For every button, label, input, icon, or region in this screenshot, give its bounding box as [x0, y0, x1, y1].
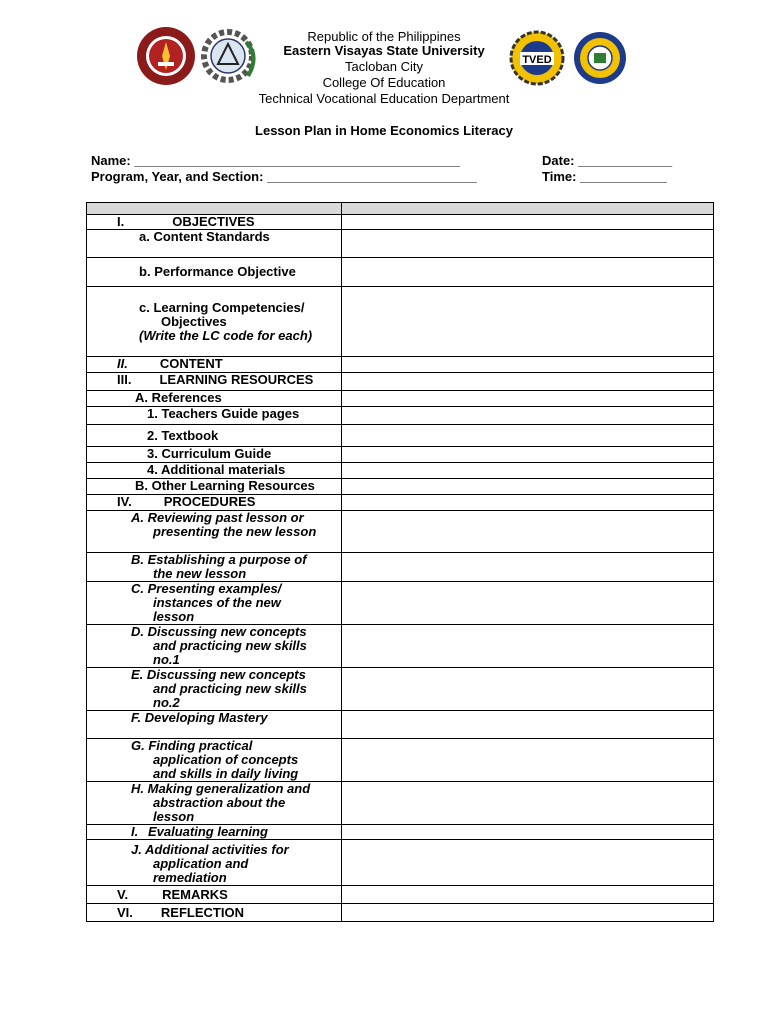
section-reflection: REFLECTION	[160, 904, 244, 920]
section-number: VI.	[117, 904, 133, 920]
procedure-line: and practicing new skills	[153, 681, 307, 696]
item-letter: D.	[131, 624, 144, 639]
section-objectives: OBJECTIVES	[172, 214, 255, 229]
procedure-line: application of concepts	[153, 752, 299, 767]
item-letter: B.	[135, 478, 148, 493]
procedure-line: application and	[153, 856, 249, 871]
table-row	[87, 287, 714, 357]
procedure-line: Making generalization and	[147, 781, 311, 796]
date-field	[542, 153, 672, 168]
table-row	[87, 447, 714, 463]
answer-cell[interactable]	[342, 582, 714, 625]
table-row	[87, 357, 714, 373]
item-letter: C.	[131, 581, 144, 596]
table-row	[87, 258, 714, 287]
curriculum-guide-label: Curriculum Guide	[161, 446, 272, 461]
college-seal-logo	[572, 31, 628, 85]
table-row	[87, 886, 714, 904]
answer-cell[interactable]	[342, 511, 714, 553]
time-label: Time:	[542, 169, 577, 184]
header-department: Technical Vocational Education Department	[258, 91, 510, 106]
answer-cell[interactable]	[342, 357, 714, 373]
section-number: V.	[117, 886, 129, 902]
item-letter: b.	[139, 264, 151, 279]
answer-cell[interactable]	[342, 553, 714, 582]
item-letter: A.	[135, 390, 148, 405]
answer-cell[interactable]	[342, 825, 714, 840]
program-blank[interactable]: _____________________________	[267, 169, 477, 184]
item-letter: A.	[131, 510, 144, 525]
procedure-line: lesson	[153, 609, 195, 624]
answer-cell[interactable]	[342, 407, 714, 425]
program-field	[91, 169, 477, 184]
table-row	[87, 840, 714, 886]
procedure-item	[131, 739, 339, 753]
table-row	[87, 582, 714, 625]
answer-cell[interactable]	[342, 739, 714, 782]
answer-cell[interactable]	[342, 782, 714, 825]
date-blank[interactable]: _____________	[578, 153, 673, 168]
item-number: 1.	[147, 406, 158, 421]
section-number: III.	[117, 372, 132, 387]
answer-cell[interactable]	[342, 668, 714, 711]
procedure-item	[131, 668, 339, 682]
answer-cell[interactable]	[342, 904, 714, 922]
content-standards-label: Content Standards	[153, 229, 270, 244]
item-number: 4.	[147, 462, 158, 477]
tved-logo	[508, 30, 566, 86]
performance-objective-label: Performance Objective	[154, 264, 296, 279]
procedure-line: and practicing new skills	[153, 638, 307, 653]
procedure-item	[131, 625, 339, 639]
procedure-item	[131, 825, 339, 839]
other-resources-label: Other Learning Resources	[151, 478, 315, 493]
procedure-line: Reviewing past lesson or	[147, 510, 304, 525]
answer-cell[interactable]	[342, 625, 714, 668]
section-learning-resources: LEARNING RESOURCES	[159, 372, 314, 387]
procedure-item	[131, 553, 339, 567]
section-procedures: PROCEDURES	[163, 494, 256, 509]
procedure-item	[131, 782, 339, 796]
procedure-line: Developing Mastery	[144, 710, 268, 725]
item-letter: H.	[131, 781, 144, 796]
table-row	[87, 625, 714, 668]
header-republic: Republic of the Philippines	[307, 29, 461, 44]
table-row	[87, 215, 714, 230]
date-label: Date:	[542, 153, 575, 168]
section-number: I.	[117, 214, 125, 229]
name-field	[91, 153, 460, 168]
procedure-line: Additional activities for	[144, 842, 289, 857]
table-row	[87, 479, 714, 495]
teachers-guide-label: Teachers Guide pages	[161, 406, 300, 421]
item-number: 2.	[147, 427, 158, 443]
textbook-label: Textbook	[161, 427, 219, 443]
answer-cell[interactable]	[342, 463, 714, 479]
section-remarks: REMARKS	[162, 886, 228, 902]
item-letter: F.	[131, 710, 142, 725]
answer-cell[interactable]	[342, 840, 714, 886]
item-letter: G.	[131, 738, 145, 753]
table-row	[87, 825, 714, 840]
procedure-line: and skills in daily living	[153, 766, 299, 781]
table-row	[87, 391, 714, 407]
answer-cell[interactable]	[342, 886, 714, 904]
table-row	[87, 463, 714, 479]
procedure-line: Presenting examples/	[147, 581, 282, 596]
procedure-line: Establishing a purpose of	[147, 552, 307, 567]
procedure-item	[131, 582, 339, 596]
document-title: Lesson Plan in Home Economics Literacy	[255, 123, 513, 138]
learning-competencies-note: (Write the LC code for each)	[139, 327, 313, 343]
answer-cell[interactable]	[342, 215, 714, 230]
procedure-item	[131, 843, 339, 857]
item-letter: I.	[131, 824, 139, 839]
additional-materials-label: Additional materials	[160, 462, 286, 477]
section-content: CONTENT	[159, 356, 223, 371]
table-row	[87, 511, 714, 553]
lesson-plan-table	[86, 202, 714, 922]
procedure-item	[131, 711, 339, 725]
name-blank[interactable]: _____________________________________________	[134, 153, 460, 168]
answer-cell[interactable]	[342, 495, 714, 511]
answer-cell[interactable]	[342, 373, 714, 391]
header-college: College Of Education	[322, 75, 446, 90]
item-letter: c.	[139, 299, 150, 315]
section-number: II.	[117, 356, 128, 371]
university-seal-logo	[136, 26, 196, 86]
table-row	[87, 711, 714, 739]
procedure-line: Finding practical	[148, 738, 253, 753]
item-letter: E.	[131, 667, 144, 682]
procedure-line: lesson	[153, 809, 195, 824]
time-blank[interactable]: ____________	[580, 169, 667, 184]
procedure-line: presenting the new lesson	[153, 524, 317, 539]
table-row	[87, 495, 714, 511]
item-letter: a.	[139, 229, 150, 244]
procedure-line: no.2	[153, 695, 180, 710]
procedure-item	[131, 511, 339, 525]
svg-text:TVED: TVED	[522, 54, 552, 66]
section-number: IV.	[117, 494, 132, 509]
program-label: Program, Year, and Section:	[91, 169, 264, 184]
answer-cell[interactable]	[342, 287, 714, 357]
procedure-line: abstraction about the	[153, 795, 286, 810]
answer-cell[interactable]	[342, 258, 714, 287]
table-row	[87, 739, 714, 782]
table-row	[87, 782, 714, 825]
item-letter: B.	[131, 552, 144, 567]
table-row	[87, 668, 714, 711]
gear-emblem-logo	[200, 28, 264, 84]
table-header-row	[87, 203, 714, 215]
answer-cell[interactable]	[342, 479, 714, 495]
procedure-line: no.1	[153, 652, 180, 667]
item-number: 3.	[147, 446, 158, 461]
learning-competencies-label	[139, 301, 339, 315]
answer-cell[interactable]	[342, 711, 714, 739]
table-row	[87, 407, 714, 425]
name-label: Name:	[91, 153, 131, 168]
table-row	[87, 373, 714, 391]
references-label: References	[151, 390, 222, 405]
table-row	[87, 230, 714, 258]
time-field	[542, 169, 667, 184]
procedure-line: Discussing new concepts	[146, 667, 306, 682]
answer-cell[interactable]	[342, 230, 714, 258]
table-row	[87, 553, 714, 582]
table-row	[87, 904, 714, 922]
procedure-line: the new lesson	[153, 566, 247, 581]
header-university: Eastern Visayas State University	[283, 43, 485, 58]
procedure-line: instances of the new	[153, 595, 281, 610]
answer-cell[interactable]	[342, 391, 714, 407]
procedure-line: Discussing new concepts	[147, 624, 307, 639]
procedure-line: Evaluating learning	[148, 824, 268, 839]
item-letter: J.	[131, 842, 142, 857]
learning-competencies-line1: Learning Competencies/	[153, 299, 305, 315]
procedure-line: remediation	[153, 870, 227, 885]
learning-competencies-line2: Objectives	[161, 313, 227, 329]
table-row	[87, 425, 714, 447]
answer-cell[interactable]	[342, 447, 714, 463]
header-city: Tacloban City	[344, 59, 424, 74]
answer-cell[interactable]	[342, 425, 714, 447]
